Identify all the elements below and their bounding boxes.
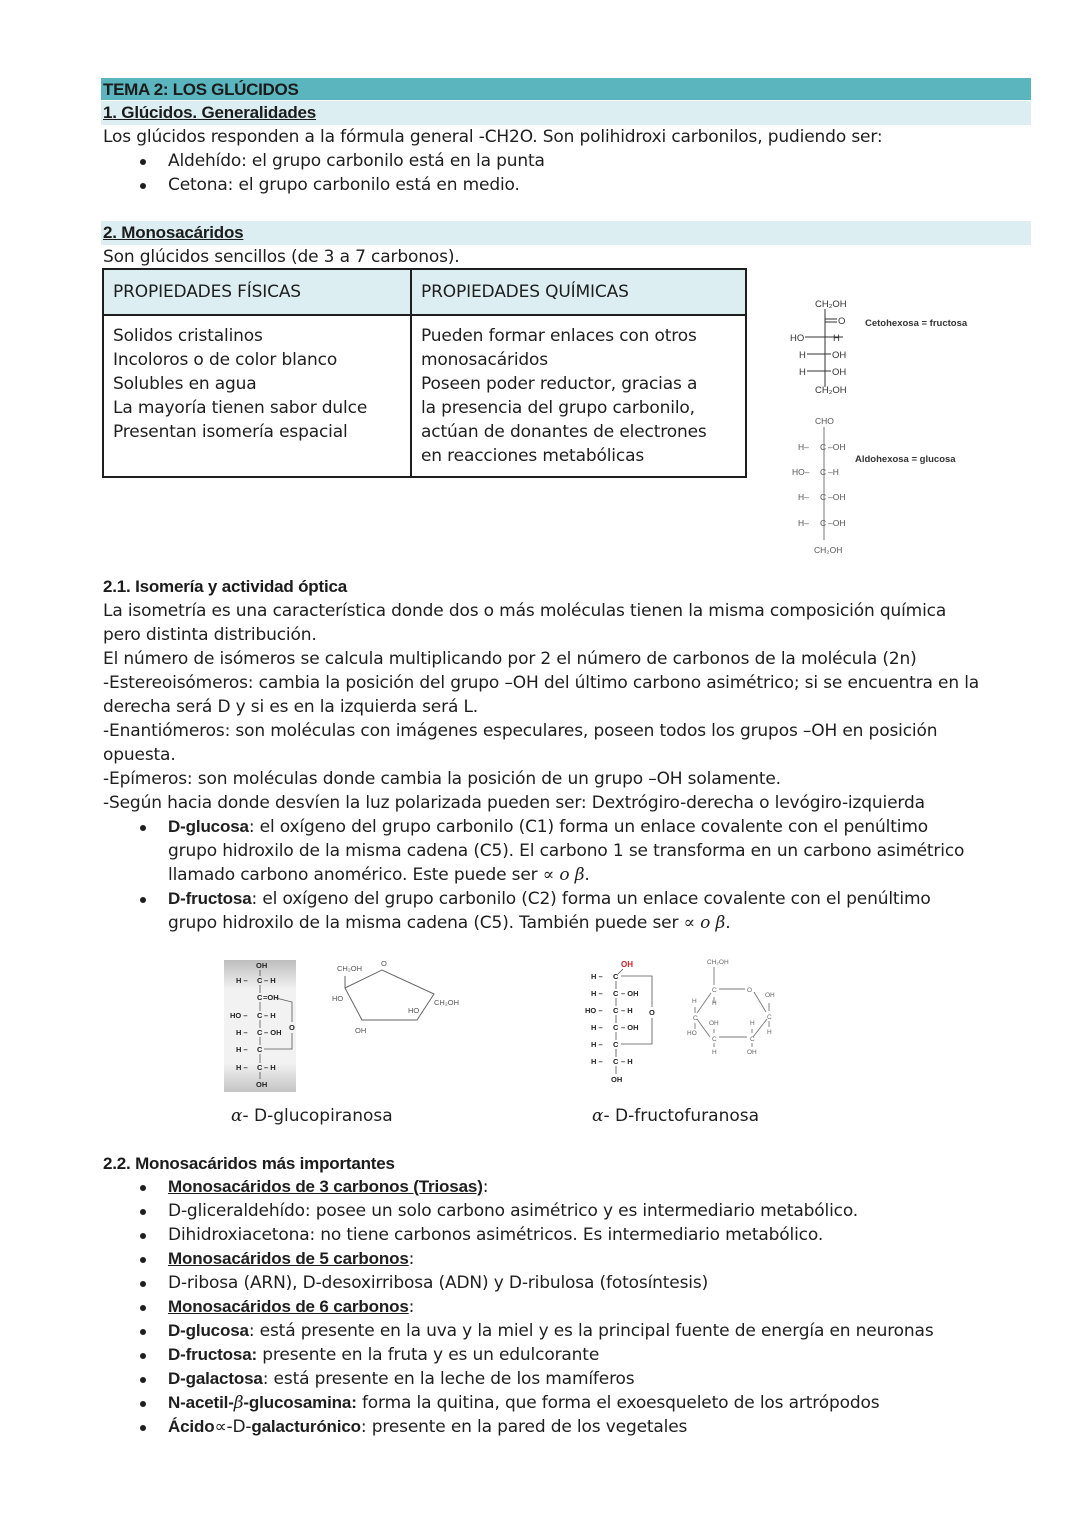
svg-text:H: H (712, 1000, 717, 1007)
list-item-category (140, 1247, 934, 1271)
alpha-symbol: α (231, 1106, 243, 1126)
svg-text:C: C (257, 1028, 263, 1037)
table-cell-chemical (411, 315, 746, 477)
list-item-category (140, 1295, 934, 1319)
svg-text:C: C (712, 1036, 717, 1043)
beta-symbol: β (233, 1393, 244, 1413)
svg-text:C: C (820, 518, 827, 528)
paragraph-line: -Según hacia donde desvíen la luz polarizada pueden ser: Dextrógiro-derecha o levógiro-izquierda (103, 793, 925, 813)
paragraph-line: -Enantiómeros: son moléculas con imágenes especulares, poseen todos los grupos –OH en posición (103, 721, 938, 741)
svg-text:H –: H – (591, 972, 603, 981)
list-item: Aldehído: el grupo carbonilo está en la punta (140, 149, 545, 173)
list-item (140, 1271, 934, 1295)
svg-text:OH: OH (709, 1020, 719, 1027)
svg-text:H–: H– (798, 492, 809, 502)
svg-text:H–: H– (798, 442, 809, 452)
list-item-d-glucosa (140, 815, 964, 839)
term: -glucosamina: (243, 1393, 357, 1412)
glucose-cyclic-fischer-diagram (224, 960, 296, 1092)
text: ∝-D- (214, 1417, 252, 1437)
svg-text:HO –: HO – (230, 1011, 248, 1020)
text: : está presente en la uva y la miel y es la principal fuente de energía en neuronas (248, 1321, 934, 1341)
fructose-cyclic-fischer-diagram (585, 955, 665, 1087)
svg-text:C: C (712, 987, 717, 994)
svg-text:CH₂OH: CH₂OH (707, 959, 729, 966)
svg-text:HO–: HO– (792, 467, 810, 477)
svg-text:C: C (693, 1015, 698, 1022)
cell-line: actúan de donantes de electrones (421, 422, 707, 442)
svg-text:CH₂OH: CH₂OH (815, 299, 847, 310)
table-cell-physical (103, 315, 411, 477)
svg-text:O: O (381, 959, 387, 968)
text: llamado carbono anomérico. Este puede ser (168, 865, 543, 885)
paragraph-line: pero distinta distribución. (103, 625, 317, 645)
cell-line: Incoloros o de color blanco (113, 350, 338, 370)
text: . (584, 865, 590, 885)
svg-text:C: C (613, 1023, 619, 1032)
svg-text:O: O (747, 987, 753, 994)
svg-text:OH: OH (256, 961, 268, 970)
isomeria-paragraphs (103, 599, 979, 815)
svg-text:CHO: CHO (815, 416, 834, 426)
aldohexose-label: Aldohexosa = glucosa (855, 454, 956, 465)
greek-symbols: ∝ ο β (683, 913, 726, 933)
svg-text:C: C (613, 972, 619, 981)
text: . (725, 913, 731, 933)
cell-line: la presencia del grupo carbonilo, (421, 398, 695, 418)
svg-text:OH: OH (621, 960, 633, 969)
bullet-list (140, 149, 545, 197)
svg-text:OH: OH (747, 1049, 757, 1055)
list-item (140, 1415, 934, 1439)
svg-text:– OH: – OH (621, 989, 639, 998)
svg-text:CH₂OH: CH₂OH (815, 385, 847, 396)
list-item (140, 1343, 934, 1367)
table-row (103, 315, 746, 477)
term: Ácido (168, 1417, 215, 1436)
cell-line: La mayoría tienen sabor dulce (113, 398, 368, 418)
cell-line: Poseen poder reductor, gracias a (421, 374, 698, 394)
svg-text:H: H (750, 1020, 755, 1027)
text: presente en la fruta y es un edulcorante (257, 1345, 600, 1365)
svg-text:CH₂OH: CH₂OH (814, 545, 843, 555)
svg-text:C: C (750, 1036, 755, 1043)
svg-text:– H: – H (621, 1057, 633, 1066)
cell-line: Solubles en agua (113, 374, 257, 394)
svg-text:C: C (820, 467, 827, 477)
svg-text:C: C (820, 442, 827, 452)
text: Dihidroxiacetona: no tiene carbonos asimétricos. Es intermediario metabólico. (168, 1225, 824, 1245)
svg-text:O: O (289, 1023, 295, 1032)
svg-text:– H: – H (264, 1063, 276, 1072)
list-item (140, 1319, 934, 1343)
text: : (482, 1177, 489, 1197)
category-label: Monosacáridos de 6 carbonos (168, 1297, 409, 1316)
svg-text:O: O (649, 1008, 655, 1017)
list-item: Cetona: el grupo carbonilo está en medio. (140, 173, 545, 197)
svg-text:OH: OH (355, 1026, 367, 1035)
caption-text: - D-glucopiranosa (242, 1106, 393, 1126)
svg-text:H –: H – (591, 1057, 603, 1066)
document-title: TEMA 2: LOS GLÚCIDOS (103, 80, 299, 99)
list-item-continuation (140, 839, 964, 863)
term: D-glucosa (168, 817, 249, 836)
svg-text:C: C (613, 989, 619, 998)
text: : el oxígeno del grupo carbonilo (C1) forma un enlace covalente con el penúltimo (248, 817, 928, 837)
svg-text:–OH: –OH (828, 492, 846, 502)
text: D-gliceraldehído: posee un solo carbono asimétrico y es intermediario metabólico. (168, 1201, 859, 1221)
svg-text:C: C (257, 1063, 263, 1072)
paragraph: Los glúcidos responden a la fórmula general -CH2O. Son polihidroxi carbonilos, pudiendo ser: (103, 127, 883, 147)
list-item (140, 1223, 934, 1247)
paragraph: Son glúcidos sencillos (de 3 a 7 carbonos). (103, 247, 460, 267)
caption-fructofuranosa (592, 1104, 759, 1128)
svg-text:C: C (820, 492, 827, 502)
paragraph-line: -Estereoisómeros: cambia la posición del grupo –OH del último carbono asimétrico; si se encuentra en la (103, 673, 980, 693)
ketohexose-label: Cetohexosa = fructosa (865, 318, 968, 329)
svg-text:HO: HO (790, 333, 805, 344)
svg-text:H –: H – (236, 1045, 248, 1054)
svg-text:–H: –H (828, 467, 839, 477)
svg-text:C: C (613, 1006, 619, 1015)
svg-text:O: O (838, 316, 846, 327)
term: N-acetil- (168, 1393, 234, 1412)
svg-text:–OH: –OH (828, 518, 846, 528)
alpha-symbol: α (592, 1106, 604, 1126)
list-item (140, 1367, 934, 1391)
cell-line: Pueden formar enlaces con otros (421, 326, 697, 346)
term: D-glucosa (168, 1321, 249, 1340)
aldohexose-fischer-diagram (785, 410, 995, 560)
text: : presente en la pared de los vegetales (360, 1417, 688, 1437)
svg-text:C: C (257, 1045, 263, 1054)
section-heading-monosacaridos-importantes: 2.2. Monosacáridos más importantes (103, 1154, 395, 1173)
text: D-ribosa (ARN), D-desoxirribosa (ADN) y D-ribulosa (fotosíntesis) (168, 1273, 709, 1293)
paragraph-line: La isometría es una característica donde dos o más moléculas tienen la misma composición química (103, 601, 947, 621)
svg-text:HO: HO (332, 994, 344, 1003)
svg-text:–OH: –OH (828, 442, 846, 452)
svg-text:H: H (767, 1029, 772, 1036)
svg-text:H: H (692, 998, 697, 1005)
section-heading-isomeria: 2.1. Isomería y actividad óptica (103, 577, 347, 596)
svg-text:C: C (767, 1014, 772, 1021)
paragraph-line: derecha será D y si es en la izquierda será L. (103, 697, 479, 717)
section-heading-generalidades: 1. Glúcidos. Generalidades (103, 103, 317, 122)
list-item-category (140, 1175, 934, 1199)
svg-text:C: C (613, 1040, 619, 1049)
text: : está presente en la leche de los mamíferos (262, 1369, 635, 1389)
svg-text:H –: H – (591, 989, 603, 998)
ketohexose-fischer-diagram (785, 295, 995, 400)
category-label: Monosacáridos de 5 carbonos (168, 1249, 409, 1268)
svg-text:H –: H – (591, 1040, 603, 1049)
svg-text:=OH: =OH (263, 993, 279, 1002)
svg-text:– H: – H (264, 976, 276, 985)
greek-symbols: ∝ ο β (542, 865, 585, 885)
svg-text:OH: OH (256, 1080, 268, 1089)
svg-text:CH₂OH: CH₂OH (434, 998, 459, 1007)
category-label: Monosacáridos de 3 carbonos (Triosas) (168, 1177, 483, 1196)
svg-text:H–: H– (798, 518, 809, 528)
svg-text:H –: H – (591, 1023, 603, 1032)
cell-line: Presentan isomería espacial (113, 422, 348, 442)
properties-table (102, 268, 747, 478)
term: D-fructosa: (168, 1345, 258, 1364)
text: : (408, 1297, 415, 1317)
svg-text:HO: HO (408, 1006, 420, 1015)
paragraph-line: opuesta. (103, 745, 176, 765)
svg-text:– H: – H (621, 1006, 633, 1015)
fructose-haworth-diagram (683, 955, 778, 1055)
paragraph-line: El número de isómeros se calcula multiplicando por 2 el número de carbonos de la molécula (2n) (103, 649, 917, 669)
text: forma la quitina, que forma el exoesqueleto de los artrópodos (356, 1393, 880, 1413)
svg-text:H –: H – (236, 1063, 248, 1072)
text: : (408, 1249, 415, 1269)
svg-text:OH: OH (611, 1075, 623, 1084)
svg-text:H: H (799, 350, 806, 361)
svg-text:H –: H – (236, 976, 248, 985)
svg-text:C: C (257, 1011, 263, 1020)
section-heading-monosacaridos: 2. Monosacáridos (103, 223, 244, 242)
list-item (140, 1199, 934, 1223)
svg-text:OH: OH (832, 350, 847, 361)
svg-text:C: C (613, 1057, 619, 1066)
term: galacturónico (251, 1417, 361, 1436)
text: grupo hidroxilo de la misma cadena (C5). El carbono 1 se transforma en un carbono asimétrico (168, 841, 965, 861)
caption-text: - D-fructofuranosa (603, 1106, 760, 1126)
list-item-d-fructosa (140, 887, 964, 911)
caption-glucopiranosa (231, 1104, 393, 1128)
cell-line: Solidos cristalinos (113, 326, 263, 346)
svg-text:– H: – H (264, 1011, 276, 1020)
svg-text:HO: HO (687, 1030, 697, 1037)
list-item-continuation (140, 911, 964, 935)
svg-text:C: C (257, 993, 263, 1002)
column-header: PROPIEDADES QUÍMICAS (411, 269, 746, 315)
cell-line: en reacciones metabólicas (421, 446, 645, 466)
svg-text:H –: H – (236, 1028, 248, 1037)
cell-line: monosacáridos (421, 350, 548, 370)
svg-text:H: H (799, 367, 806, 378)
svg-text:OH: OH (832, 367, 847, 378)
svg-text:H: H (833, 333, 840, 344)
text: : el oxígeno del grupo carbonilo (C2) forma un enlace covalente con el penúltimo (251, 889, 931, 909)
svg-text:C: C (257, 976, 263, 985)
list-item-continuation (140, 863, 964, 887)
paragraph-line: -Epímeros: son moléculas donde cambia la posición de un grupo –OH solamente. (103, 769, 781, 789)
column-header: PROPIEDADES FÍSICAS (103, 269, 411, 315)
text: grupo hidroxilo de la misma cadena (C5). También puede ser (168, 913, 684, 933)
anomer-bullet-list (140, 815, 964, 935)
svg-text:HO –: HO – (585, 1006, 603, 1015)
list-item (140, 1391, 934, 1415)
svg-text:OH: OH (765, 992, 775, 999)
svg-text:– OH: – OH (621, 1023, 639, 1032)
glucose-haworth-diagram (325, 958, 465, 1040)
term: D-galactosa (168, 1369, 263, 1388)
svg-text:– OH: – OH (264, 1028, 282, 1037)
svg-text:CH₂OH: CH₂OH (337, 964, 362, 973)
table-header-row (103, 269, 746, 315)
monosaccharide-list (140, 1175, 934, 1439)
term: D-fructosa (168, 889, 252, 908)
svg-text:H: H (712, 1049, 717, 1055)
